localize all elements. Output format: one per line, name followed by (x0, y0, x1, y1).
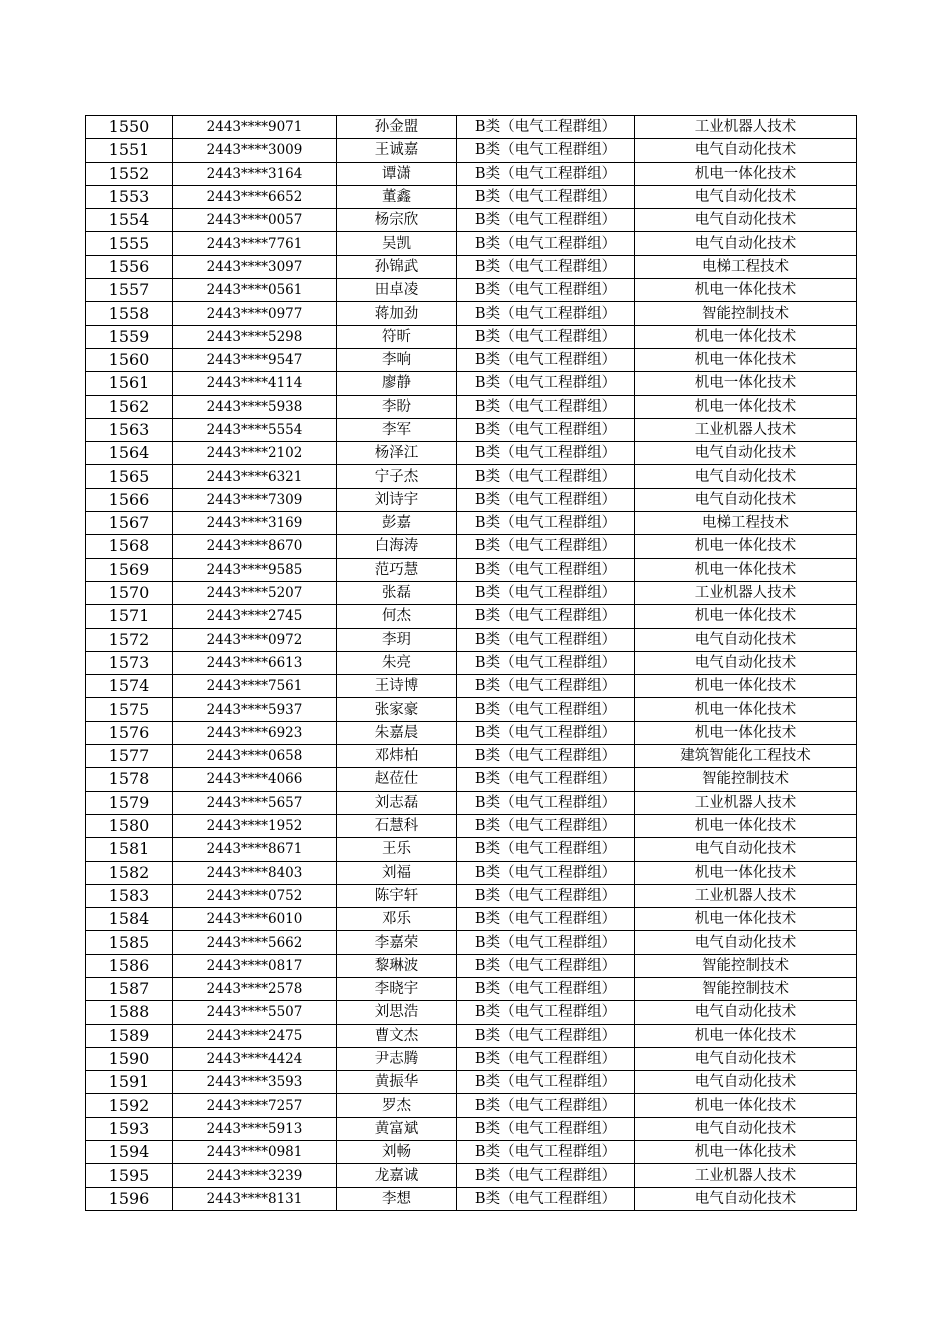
major-cell: 智能控制技术 (635, 954, 857, 977)
exam-id-cell: 2443****9547 (173, 348, 337, 371)
name-cell: 张磊 (337, 581, 457, 604)
name-cell: 刘福 (337, 861, 457, 884)
seq-number-cell: 1560 (86, 348, 173, 371)
seq-number-cell: 1585 (86, 931, 173, 954)
category-cell: B类（电气工程群组） (457, 442, 635, 465)
name-cell: 石慧科 (337, 814, 457, 837)
name-cell: 彭嘉 (337, 512, 457, 535)
category-cell: B类（电气工程群组） (457, 721, 635, 744)
category-cell: B类（电气工程群组） (457, 628, 635, 651)
exam-id-cell: 2443****2578 (173, 977, 337, 1000)
major-cell: 电气自动化技术 (635, 442, 857, 465)
exam-id-cell: 2443****3164 (173, 162, 337, 185)
seq-number-cell: 1572 (86, 628, 173, 651)
name-cell: 王诗博 (337, 675, 457, 698)
category-cell: B类（电气工程群组） (457, 581, 635, 604)
seq-number-cell: 1565 (86, 465, 173, 488)
category-cell: B类（电气工程群组） (457, 1047, 635, 1070)
name-cell: 刘志磊 (337, 791, 457, 814)
table-row (86, 1024, 857, 1047)
seq-number-cell: 1586 (86, 954, 173, 977)
exam-id-cell: 2443****7561 (173, 675, 337, 698)
roster-table (85, 115, 857, 1211)
name-cell: 曹文杰 (337, 1024, 457, 1047)
major-cell: 机电一体化技术 (635, 675, 857, 698)
major-cell: 工业机器人技术 (635, 791, 857, 814)
major-cell: 建筑智能化工程技术 (635, 745, 857, 768)
seq-number-cell: 1562 (86, 395, 173, 418)
category-cell: B类（电气工程群组） (457, 884, 635, 907)
table-row (86, 651, 857, 674)
seq-number-cell: 1593 (86, 1117, 173, 1140)
table-row (86, 884, 857, 907)
seq-number-cell: 1559 (86, 325, 173, 348)
name-cell: 谭潇 (337, 162, 457, 185)
table-row (86, 954, 857, 977)
exam-id-cell: 2443****6652 (173, 185, 337, 208)
exam-id-cell: 2443****2102 (173, 442, 337, 465)
name-cell: 李玥 (337, 628, 457, 651)
seq-number-cell: 1557 (86, 279, 173, 302)
name-cell: 宁子杰 (337, 465, 457, 488)
table-row (86, 185, 857, 208)
major-cell: 机电一体化技术 (635, 861, 857, 884)
exam-id-cell: 2443****9585 (173, 558, 337, 581)
major-cell: 工业机器人技术 (635, 116, 857, 139)
exam-id-cell: 2443****1952 (173, 814, 337, 837)
table-row (86, 418, 857, 441)
table-row (86, 1187, 857, 1210)
major-cell: 电气自动化技术 (635, 931, 857, 954)
category-cell: B类（电气工程群组） (457, 791, 635, 814)
exam-id-cell: 2443****0972 (173, 628, 337, 651)
category-cell: B类（电气工程群组） (457, 1164, 635, 1187)
major-cell: 工业机器人技术 (635, 581, 857, 604)
table-row (86, 931, 857, 954)
name-cell: 李军 (337, 418, 457, 441)
table-row (86, 302, 857, 325)
category-cell: B类（电气工程群组） (457, 1071, 635, 1094)
category-cell: B类（电气工程群组） (457, 675, 635, 698)
exam-id-cell: 2443****6923 (173, 721, 337, 744)
seq-number-cell: 1558 (86, 302, 173, 325)
exam-id-cell: 2443****8403 (173, 861, 337, 884)
major-cell: 电气自动化技术 (635, 185, 857, 208)
category-cell: B类（电气工程群组） (457, 814, 635, 837)
major-cell: 机电一体化技术 (635, 348, 857, 371)
exam-id-cell: 2443****3593 (173, 1071, 337, 1094)
major-cell: 机电一体化技术 (635, 1094, 857, 1117)
seq-number-cell: 1577 (86, 745, 173, 768)
seq-number-cell: 1574 (86, 675, 173, 698)
exam-id-cell: 2443****2475 (173, 1024, 337, 1047)
major-cell: 机电一体化技术 (635, 605, 857, 628)
category-cell: B类（电气工程群组） (457, 512, 635, 535)
category-cell: B类（电气工程群组） (457, 325, 635, 348)
name-cell: 龙嘉诚 (337, 1164, 457, 1187)
table-row (86, 791, 857, 814)
seq-number-cell: 1569 (86, 558, 173, 581)
major-cell: 工业机器人技术 (635, 418, 857, 441)
major-cell: 电气自动化技术 (635, 232, 857, 255)
table-row (86, 1117, 857, 1140)
seq-number-cell: 1584 (86, 908, 173, 931)
major-cell: 机电一体化技术 (635, 721, 857, 744)
table-row (86, 1001, 857, 1024)
name-cell: 刘思浩 (337, 1001, 457, 1024)
major-cell: 电气自动化技术 (635, 1047, 857, 1070)
name-cell: 邓炜柏 (337, 745, 457, 768)
exam-id-cell: 2443****2745 (173, 605, 337, 628)
seq-number-cell: 1595 (86, 1164, 173, 1187)
roster-table-body (86, 116, 857, 1211)
seq-number-cell: 1563 (86, 418, 173, 441)
exam-id-cell: 2443****3239 (173, 1164, 337, 1187)
exam-id-cell: 2443****6321 (173, 465, 337, 488)
category-cell: B类（电气工程群组） (457, 279, 635, 302)
category-cell: B类（电气工程群组） (457, 162, 635, 185)
exam-id-cell: 2443****5657 (173, 791, 337, 814)
seq-number-cell: 1590 (86, 1047, 173, 1070)
table-row (86, 861, 857, 884)
seq-number-cell: 1581 (86, 838, 173, 861)
seq-number-cell: 1587 (86, 977, 173, 1000)
name-cell: 张家豪 (337, 698, 457, 721)
exam-id-cell: 2443****0658 (173, 745, 337, 768)
exam-id-cell: 2443****8670 (173, 535, 337, 558)
category-cell: B类（电气工程群组） (457, 255, 635, 278)
category-cell: B类（电气工程群组） (457, 1024, 635, 1047)
exam-id-cell: 2443****3009 (173, 139, 337, 162)
table-row (86, 698, 857, 721)
category-cell: B类（电气工程群组） (457, 1187, 635, 1210)
category-cell: B类（电气工程群组） (457, 908, 635, 931)
name-cell: 李晓宇 (337, 977, 457, 1000)
exam-id-cell: 2443****8131 (173, 1187, 337, 1210)
exam-id-cell: 2443****0752 (173, 884, 337, 907)
exam-id-cell: 2443****4424 (173, 1047, 337, 1070)
name-cell: 孙金盟 (337, 116, 457, 139)
name-cell: 符昕 (337, 325, 457, 348)
category-cell: B类（电气工程群组） (457, 605, 635, 628)
major-cell: 工业机器人技术 (635, 884, 857, 907)
exam-id-cell: 2443****3169 (173, 512, 337, 535)
seq-number-cell: 1553 (86, 185, 173, 208)
table-row (86, 209, 857, 232)
category-cell: B类（电气工程群组） (457, 418, 635, 441)
seq-number-cell: 1570 (86, 581, 173, 604)
seq-number-cell: 1575 (86, 698, 173, 721)
table-row (86, 814, 857, 837)
exam-id-cell: 2443****0561 (173, 279, 337, 302)
major-cell: 机电一体化技术 (635, 698, 857, 721)
seq-number-cell: 1573 (86, 651, 173, 674)
exam-id-cell: 2443****6613 (173, 651, 337, 674)
table-row (86, 1071, 857, 1094)
category-cell: B类（电气工程群组） (457, 1094, 635, 1117)
exam-id-cell: 2443****5662 (173, 931, 337, 954)
exam-id-cell: 2443****3097 (173, 255, 337, 278)
name-cell: 刘畅 (337, 1141, 457, 1164)
major-cell: 智能控制技术 (635, 768, 857, 791)
name-cell: 赵莅仕 (337, 768, 457, 791)
major-cell: 电气自动化技术 (635, 1001, 857, 1024)
name-cell: 刘诗宇 (337, 488, 457, 511)
table-row (86, 1141, 857, 1164)
name-cell: 陈宇轩 (337, 884, 457, 907)
seq-number-cell: 1566 (86, 488, 173, 511)
seq-number-cell: 1589 (86, 1024, 173, 1047)
category-cell: B类（电气工程群组） (457, 116, 635, 139)
name-cell: 邓乐 (337, 908, 457, 931)
table-row (86, 535, 857, 558)
category-cell: B类（电气工程群组） (457, 185, 635, 208)
major-cell: 电梯工程技术 (635, 255, 857, 278)
category-cell: B类（电气工程群组） (457, 861, 635, 884)
category-cell: B类（电气工程群组） (457, 1117, 635, 1140)
exam-id-cell: 2443****5938 (173, 395, 337, 418)
table-row (86, 838, 857, 861)
name-cell: 廖静 (337, 372, 457, 395)
table-row (86, 488, 857, 511)
category-cell: B类（电气工程群组） (457, 232, 635, 255)
seq-number-cell: 1555 (86, 232, 173, 255)
major-cell: 电气自动化技术 (635, 838, 857, 861)
category-cell: B类（电气工程群组） (457, 745, 635, 768)
table-row (86, 977, 857, 1000)
major-cell: 智能控制技术 (635, 302, 857, 325)
name-cell: 白海涛 (337, 535, 457, 558)
category-cell: B类（电气工程群组） (457, 348, 635, 371)
category-cell: B类（电气工程群组） (457, 465, 635, 488)
table-row (86, 139, 857, 162)
exam-id-cell: 2443****4066 (173, 768, 337, 791)
name-cell: 李盼 (337, 395, 457, 418)
exam-id-cell: 2443****0057 (173, 209, 337, 232)
major-cell: 智能控制技术 (635, 977, 857, 1000)
exam-id-cell: 2443****7309 (173, 488, 337, 511)
major-cell: 机电一体化技术 (635, 395, 857, 418)
seq-number-cell: 1554 (86, 209, 173, 232)
name-cell: 李嘉荣 (337, 931, 457, 954)
seq-number-cell: 1576 (86, 721, 173, 744)
category-cell: B类（电气工程群组） (457, 558, 635, 581)
table-row (86, 581, 857, 604)
category-cell: B类（电气工程群组） (457, 931, 635, 954)
category-cell: B类（电气工程群组） (457, 768, 635, 791)
exam-id-cell: 2443****8671 (173, 838, 337, 861)
name-cell: 尹志腾 (337, 1047, 457, 1070)
seq-number-cell: 1564 (86, 442, 173, 465)
table-row (86, 442, 857, 465)
category-cell: B类（电气工程群组） (457, 209, 635, 232)
major-cell: 机电一体化技术 (635, 558, 857, 581)
seq-number-cell: 1594 (86, 1141, 173, 1164)
major-cell: 电气自动化技术 (635, 651, 857, 674)
name-cell: 朱亮 (337, 651, 457, 674)
major-cell: 电气自动化技术 (635, 1071, 857, 1094)
category-cell: B类（电气工程群组） (457, 395, 635, 418)
table-row (86, 721, 857, 744)
major-cell: 工业机器人技术 (635, 1164, 857, 1187)
table-row (86, 325, 857, 348)
major-cell: 电气自动化技术 (635, 1117, 857, 1140)
name-cell: 杨宗欣 (337, 209, 457, 232)
table-row (86, 1094, 857, 1117)
table-row (86, 255, 857, 278)
exam-id-cell: 2443****0977 (173, 302, 337, 325)
category-cell: B类（电气工程群组） (457, 954, 635, 977)
name-cell: 王诚嘉 (337, 139, 457, 162)
category-cell: B类（电气工程群组） (457, 372, 635, 395)
category-cell: B类（电气工程群组） (457, 139, 635, 162)
name-cell: 何杰 (337, 605, 457, 628)
exam-id-cell: 2443****5554 (173, 418, 337, 441)
major-cell: 电气自动化技术 (635, 488, 857, 511)
table-row (86, 232, 857, 255)
exam-id-cell: 2443****5507 (173, 1001, 337, 1024)
major-cell: 电气自动化技术 (635, 628, 857, 651)
exam-id-cell: 2443****0981 (173, 1141, 337, 1164)
seq-number-cell: 1556 (86, 255, 173, 278)
category-cell: B类（电气工程群组） (457, 651, 635, 674)
category-cell: B类（电气工程群组） (457, 302, 635, 325)
major-cell: 电气自动化技术 (635, 139, 857, 162)
seq-number-cell: 1561 (86, 372, 173, 395)
category-cell: B类（电气工程群组） (457, 1141, 635, 1164)
category-cell: B类（电气工程群组） (457, 977, 635, 1000)
major-cell: 机电一体化技术 (635, 372, 857, 395)
name-cell: 黄振华 (337, 1071, 457, 1094)
seq-number-cell: 1591 (86, 1071, 173, 1094)
name-cell: 董鑫 (337, 185, 457, 208)
exam-id-cell: 2443****5913 (173, 1117, 337, 1140)
table-row (86, 162, 857, 185)
category-cell: B类（电气工程群组） (457, 488, 635, 511)
seq-number-cell: 1552 (86, 162, 173, 185)
major-cell: 机电一体化技术 (635, 162, 857, 185)
major-cell: 机电一体化技术 (635, 325, 857, 348)
exam-id-cell: 2443****7257 (173, 1094, 337, 1117)
table-row (86, 1047, 857, 1070)
name-cell: 朱嘉晨 (337, 721, 457, 744)
exam-id-cell: 2443****4114 (173, 372, 337, 395)
table-row (86, 675, 857, 698)
seq-number-cell: 1571 (86, 605, 173, 628)
table-row (86, 372, 857, 395)
table-row (86, 465, 857, 488)
major-cell: 电梯工程技术 (635, 512, 857, 535)
major-cell: 机电一体化技术 (635, 814, 857, 837)
seq-number-cell: 1567 (86, 512, 173, 535)
table-row (86, 768, 857, 791)
major-cell: 机电一体化技术 (635, 908, 857, 931)
table-row (86, 628, 857, 651)
name-cell: 王乐 (337, 838, 457, 861)
table-row (86, 279, 857, 302)
major-cell: 机电一体化技术 (635, 279, 857, 302)
name-cell: 孙锦武 (337, 255, 457, 278)
major-cell: 电气自动化技术 (635, 1187, 857, 1210)
exam-id-cell: 2443****7761 (173, 232, 337, 255)
table-row (86, 908, 857, 931)
name-cell: 田卓凌 (337, 279, 457, 302)
exam-id-cell: 2443****5298 (173, 325, 337, 348)
seq-number-cell: 1580 (86, 814, 173, 837)
major-cell: 机电一体化技术 (635, 535, 857, 558)
category-cell: B类（电气工程群组） (457, 698, 635, 721)
name-cell: 杨泽江 (337, 442, 457, 465)
seq-number-cell: 1582 (86, 861, 173, 884)
name-cell: 罗杰 (337, 1094, 457, 1117)
name-cell: 李响 (337, 348, 457, 371)
table-row (86, 348, 857, 371)
table-row (86, 395, 857, 418)
table-row (86, 1164, 857, 1187)
category-cell: B类（电气工程群组） (457, 535, 635, 558)
major-cell: 机电一体化技术 (635, 1024, 857, 1047)
name-cell: 范巧慧 (337, 558, 457, 581)
table-row (86, 745, 857, 768)
table-row (86, 116, 857, 139)
exam-id-cell: 2443****6010 (173, 908, 337, 931)
table-row (86, 605, 857, 628)
name-cell: 黎琳波 (337, 954, 457, 977)
name-cell: 黄富斌 (337, 1117, 457, 1140)
table-row (86, 558, 857, 581)
seq-number-cell: 1592 (86, 1094, 173, 1117)
major-cell: 电气自动化技术 (635, 209, 857, 232)
seq-number-cell: 1568 (86, 535, 173, 558)
seq-number-cell: 1578 (86, 768, 173, 791)
exam-id-cell: 2443****9071 (173, 116, 337, 139)
category-cell: B类（电气工程群组） (457, 838, 635, 861)
seq-number-cell: 1596 (86, 1187, 173, 1210)
name-cell: 蒋加劲 (337, 302, 457, 325)
table-row (86, 512, 857, 535)
exam-id-cell: 2443****5207 (173, 581, 337, 604)
seq-number-cell: 1551 (86, 139, 173, 162)
seq-number-cell: 1583 (86, 884, 173, 907)
name-cell: 李想 (337, 1187, 457, 1210)
exam-id-cell: 2443****0817 (173, 954, 337, 977)
seq-number-cell: 1550 (86, 116, 173, 139)
category-cell: B类（电气工程群组） (457, 1001, 635, 1024)
major-cell: 机电一体化技术 (635, 1141, 857, 1164)
major-cell: 电气自动化技术 (635, 465, 857, 488)
name-cell: 吴凯 (337, 232, 457, 255)
seq-number-cell: 1579 (86, 791, 173, 814)
exam-id-cell: 2443****5937 (173, 698, 337, 721)
seq-number-cell: 1588 (86, 1001, 173, 1024)
